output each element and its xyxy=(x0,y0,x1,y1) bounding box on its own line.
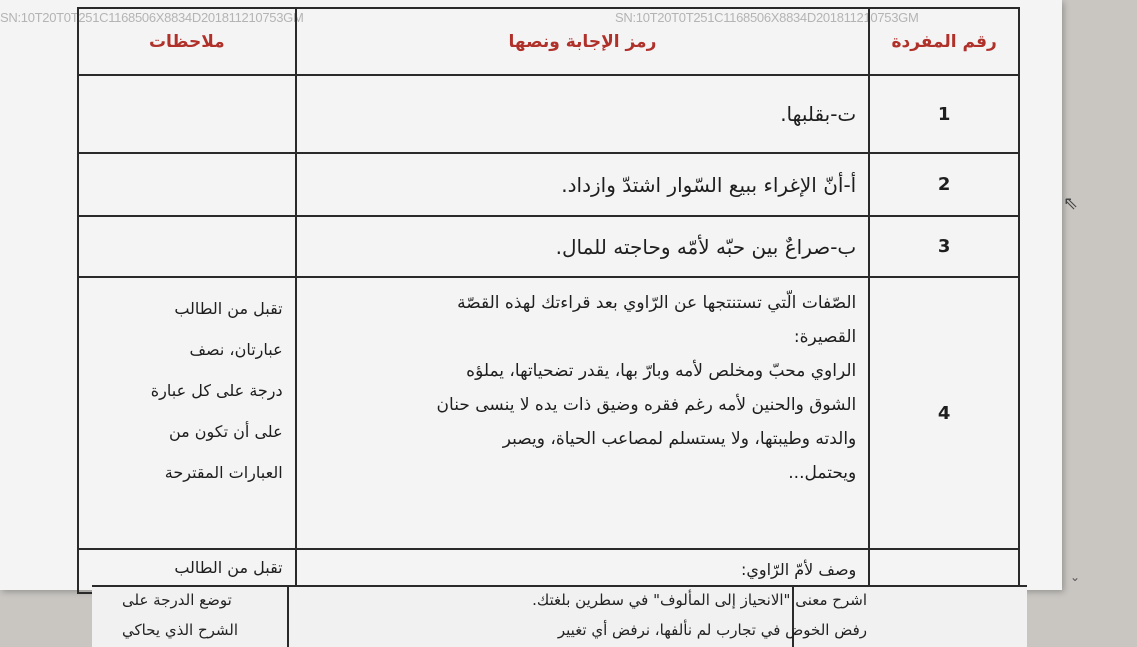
serial-number-left: SN:10T20T0T251C1168506X8834D201811210753GM xyxy=(0,10,304,25)
notes-cell xyxy=(78,277,296,549)
answer-line: الصّفات الّتي تستنتجها عن الرّاوي بعد قراءتك لهذه القصّة xyxy=(457,293,857,313)
answer-key-table xyxy=(77,7,1020,594)
answer-line: الراوي محبّ ومخلص لأمه وبارّ بها، يقدر تضحياتها، يملؤه xyxy=(466,361,857,381)
header-number-cell xyxy=(869,8,1019,75)
answer-line: الشوق والحنين لأمه رغم فقره وضيق ذات يده لا ينسى حنان xyxy=(436,395,857,415)
item-number: 3 xyxy=(869,216,1019,277)
answer-line: ويحتمل... xyxy=(788,463,857,483)
question-text: اشرح معنى "الانحياز إلى المألوف" في سطرين بلغتك. xyxy=(532,591,867,609)
answer-text: رفض الخوض في تجارب لم نألفها، نرفض أي تغيير xyxy=(557,621,867,639)
notes-line: توضع الدرجة على xyxy=(122,591,232,609)
notes-line: العبارات المقترحة xyxy=(164,463,283,482)
answer-line: والدته وطيبتها، ولا يستسلم لمصاعب الحياة، ويصبر xyxy=(502,429,857,449)
answer-text: ت-بقلبها. xyxy=(296,75,870,153)
item-number: 1 xyxy=(869,75,1019,153)
answer-text-long xyxy=(296,277,870,549)
header-notes-cell xyxy=(78,8,296,75)
notes-cell xyxy=(78,216,296,277)
answer-text: وصف لأمّ الرّاوي: xyxy=(296,549,870,593)
table-row xyxy=(78,277,1019,549)
header-notes: ملاحظات xyxy=(148,31,225,52)
notes-cell xyxy=(78,153,296,216)
answer-line: القصيرة: xyxy=(793,327,857,347)
item-number: 4 xyxy=(869,277,1019,549)
notes-cell: تقبل من الطالب xyxy=(78,549,296,593)
next-page-table xyxy=(92,585,1027,647)
item-number: 2 xyxy=(869,153,1019,216)
header-number: رقم المفردة xyxy=(891,31,997,52)
notes-line: على أن تكون من xyxy=(168,422,283,441)
table-header-row xyxy=(78,8,1019,75)
header-answer: رمز الإجابة ونصها xyxy=(508,31,657,52)
notes-line: عبارتان، نصف xyxy=(189,340,283,359)
scroll-down-arrow-icon[interactable]: ⌄ xyxy=(1070,570,1081,584)
notes-line: الشرح الذي يحاكي xyxy=(122,621,239,639)
notes-line: تقبل من الطالب xyxy=(174,299,283,318)
table-row xyxy=(78,75,1019,153)
answer-text: أ-أنّ الإغراء ببيع السّوار اشتدّ وازداد. xyxy=(296,153,870,216)
mouse-pointer-icon: ⇖ xyxy=(1063,193,1079,214)
serial-number-right: SN:10T20T0T251C1168506X8834D201811210753GM xyxy=(615,10,919,25)
column-divider xyxy=(287,587,289,647)
header-answer-cell xyxy=(296,8,870,75)
table-row xyxy=(78,216,1019,277)
notes-line: درجة على كل عبارة xyxy=(150,381,283,400)
notes-cell xyxy=(78,75,296,153)
table-row xyxy=(78,153,1019,216)
answer-text: ب-صراعٌ بين حبّه لأمّه وحاجته للمال. xyxy=(296,216,870,277)
